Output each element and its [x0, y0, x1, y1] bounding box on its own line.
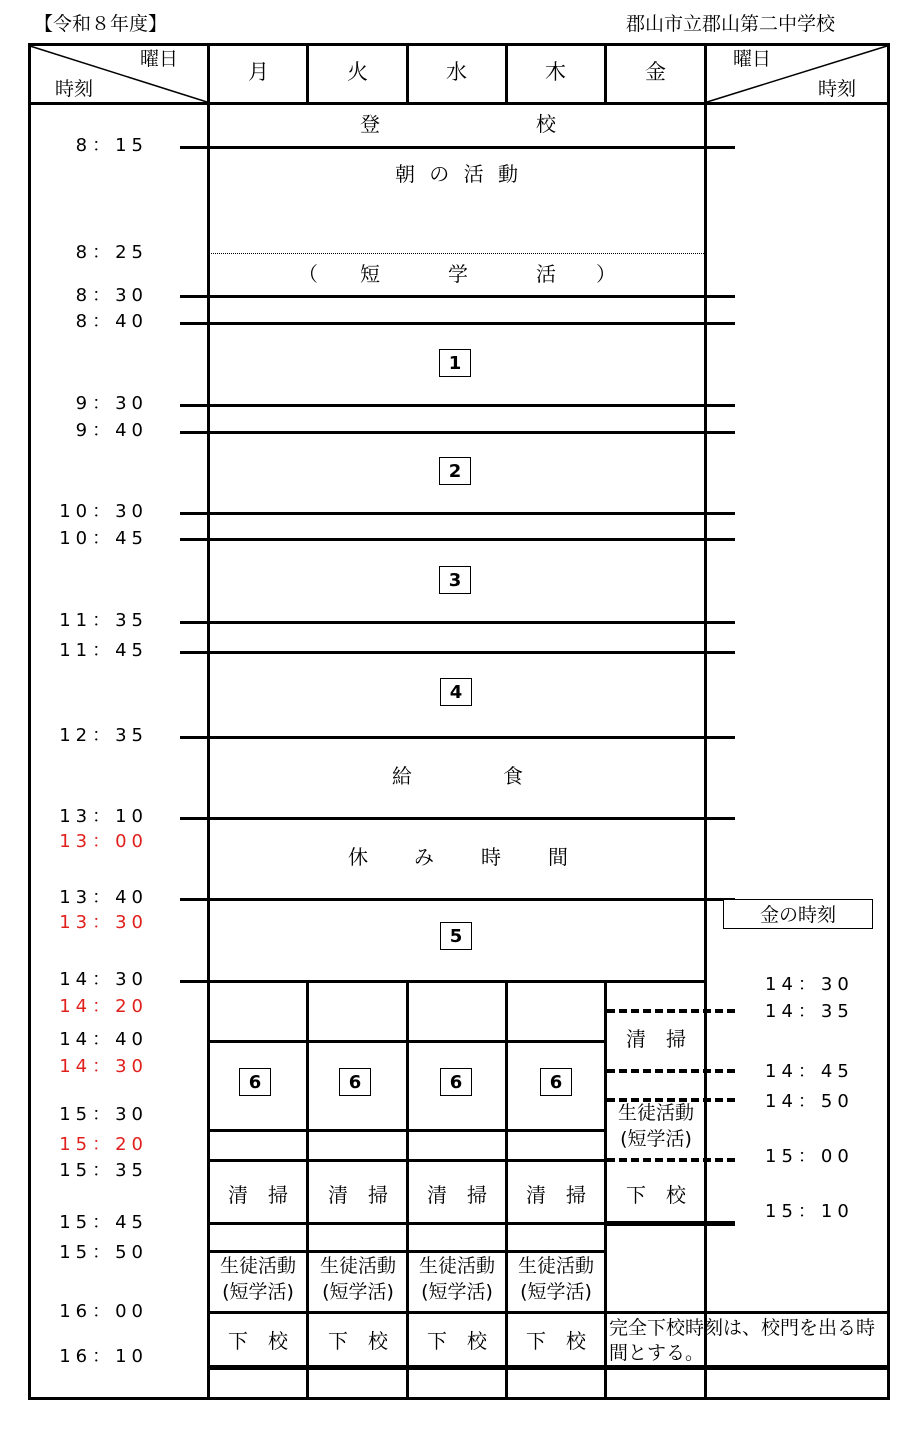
time-label: 10：30 [59, 501, 148, 522]
line-1135 [180, 621, 735, 624]
period-4-box: 4 [440, 678, 472, 706]
seito-tue [309, 1254, 407, 1305]
day-tue: 火 [347, 60, 368, 84]
asa-no-katsudou: 朝 の 活 動 [394, 162, 519, 186]
yasumi-1: 休 [348, 845, 368, 869]
period-5-box: 5 [440, 922, 472, 950]
period-6-wed: 6 [440, 1068, 472, 1096]
period-1-box: 1 [439, 349, 471, 377]
seito-fri-2: (短学活) [620, 1127, 692, 1150]
line-825-dotted [209, 253, 704, 254]
kyushoku-2: 食 [503, 764, 523, 788]
time-label: 14：30 [59, 969, 148, 990]
friday-time: 15：00 [765, 1146, 854, 1167]
time-label-red: 14：20 [59, 996, 148, 1017]
time-label-red: 13：00 [59, 831, 148, 852]
yasumi-4: 間 [548, 845, 568, 869]
friday-time: 14：30 [765, 974, 854, 995]
line-940 [180, 431, 735, 434]
line-1340 [180, 898, 735, 901]
seito-tue-1: 生徒活動 [319, 1255, 396, 1277]
time-label: 11：45 [59, 640, 148, 661]
seisou-tue: 清 掃 [328, 1183, 388, 1207]
time-label: 15：35 [59, 1160, 148, 1181]
period-6-thu: 6 [540, 1068, 572, 1096]
line-815 [180, 146, 735, 149]
line-mt-1535 [207, 1159, 607, 1162]
friday-dash-1500 [607, 1158, 735, 1162]
line-mt-1545 [207, 1222, 607, 1225]
time-label: 16：10 [59, 1346, 148, 1367]
seisou-mon: 清 掃 [228, 1183, 288, 1207]
friday-time: 14：50 [765, 1091, 854, 1112]
seito-wed-2: (短学活) [421, 1280, 493, 1303]
gekou-mon: 下 校 [228, 1329, 288, 1353]
gekou-tue: 下 校 [328, 1329, 388, 1353]
header-youbi-right: 曜日 [733, 48, 772, 70]
day-wed: 水 [446, 60, 467, 84]
tangakkatsu-paren-open: （ [298, 262, 318, 286]
friday-end-line [604, 1221, 735, 1226]
header-diagonals [0, 0, 921, 110]
seito-mon-2: (短学活) [222, 1280, 294, 1303]
seito-tue-2: (短学活) [322, 1280, 394, 1303]
period-2-box: 2 [439, 457, 471, 485]
time-label: 13：40 [59, 887, 148, 908]
seito-thu-2: (短学活) [520, 1280, 592, 1303]
friday-time-label: 金の時刻 [759, 904, 836, 926]
seito-fri [607, 1101, 705, 1152]
time-label: 15：50 [59, 1242, 148, 1263]
gekou-fri: 下 校 [626, 1183, 686, 1207]
line-1610-thick [207, 1365, 890, 1370]
yasumi-3: 時 [481, 845, 501, 869]
line-840 [180, 322, 735, 325]
day-thu: 木 [545, 60, 566, 84]
school-name: 郡山市立郡山第二中学校 [626, 13, 836, 35]
seito-mon [209, 1254, 307, 1305]
tangakkatsu-paren-close: ） [596, 262, 616, 286]
yasumi-2: み [414, 845, 434, 869]
kyushoku-1: 給 [392, 764, 412, 788]
line-mt-1440 [207, 1040, 607, 1043]
line-mt-1530 [207, 1129, 607, 1132]
time-label: 15：45 [59, 1212, 148, 1233]
seisou-thu: 清 掃 [526, 1183, 586, 1207]
line-930 [180, 404, 735, 407]
touko-2: 校 [536, 112, 556, 136]
touko-1: 登 [360, 112, 380, 136]
time-label: 12：35 [59, 725, 148, 746]
friday-time: 14：45 [765, 1061, 854, 1082]
time-label: 11：35 [59, 610, 148, 631]
time-label-red: 13：30 [59, 912, 148, 933]
period-3-box: 3 [439, 566, 471, 594]
tangakkatsu-3: 活 [536, 262, 556, 286]
time-label: 16：00 [59, 1301, 148, 1322]
period-6-tue: 6 [339, 1068, 371, 1096]
time-label: 9：30 [75, 393, 148, 414]
time-label: 14：40 [59, 1029, 148, 1050]
friday-dash-1435 [607, 1009, 735, 1013]
note-top-line [604, 1311, 890, 1314]
time-label: 8：40 [75, 311, 148, 332]
seisou-wed: 清 掃 [427, 1183, 487, 1207]
line-830 [180, 295, 735, 298]
friday-time: 15：10 [765, 1201, 854, 1222]
line-mt-1600 [207, 1311, 607, 1314]
seisou-fri: 清 掃 [626, 1027, 686, 1051]
time-label: 8：30 [75, 285, 148, 306]
time-label: 9：40 [75, 420, 148, 441]
day-fri: 金 [645, 60, 666, 84]
friday-dash-1445 [607, 1069, 735, 1073]
line-1145 [180, 651, 735, 654]
tangakkatsu-2: 学 [448, 262, 468, 286]
line-1235 [180, 736, 735, 739]
dismissal-note: 完全下校時刻は、校門を出る時間とする。 [609, 1317, 876, 1364]
period-6-mon: 6 [239, 1068, 271, 1096]
time-label: 8：25 [75, 242, 148, 263]
seito-thu [507, 1254, 605, 1305]
seito-wed [408, 1254, 506, 1305]
seito-fri-1: 生徒活動 [617, 1102, 694, 1124]
line-1030 [180, 512, 735, 515]
gekou-thu: 下 校 [526, 1329, 586, 1353]
time-label-red: 14：30 [59, 1056, 148, 1077]
fiscal-year: 【令和８年度】 [34, 13, 168, 35]
header-jikoku-right: 時刻 [818, 78, 857, 100]
time-label: 8：15 [75, 135, 148, 156]
gekou-wed: 下 校 [427, 1329, 487, 1353]
time-label: 13：10 [59, 806, 148, 827]
header-jikoku: 時刻 [55, 78, 94, 100]
time-label: 10：45 [59, 528, 148, 549]
line-mt-1550 [207, 1250, 607, 1253]
seito-mon-1: 生徒活動 [219, 1255, 296, 1277]
tangakkatsu-1: 短 [360, 262, 380, 286]
line-1310 [180, 817, 735, 820]
line-1430 [180, 980, 705, 983]
time-label: 15：30 [59, 1104, 148, 1125]
friday-time: 14：35 [765, 1001, 854, 1022]
line-1045 [180, 538, 735, 541]
seito-wed-1: 生徒活動 [418, 1255, 495, 1277]
day-mon: 月 [248, 60, 269, 84]
seito-thu-1: 生徒活動 [517, 1255, 594, 1277]
header-youbi: 曜日 [140, 48, 179, 70]
time-label-red: 15：20 [59, 1134, 148, 1155]
